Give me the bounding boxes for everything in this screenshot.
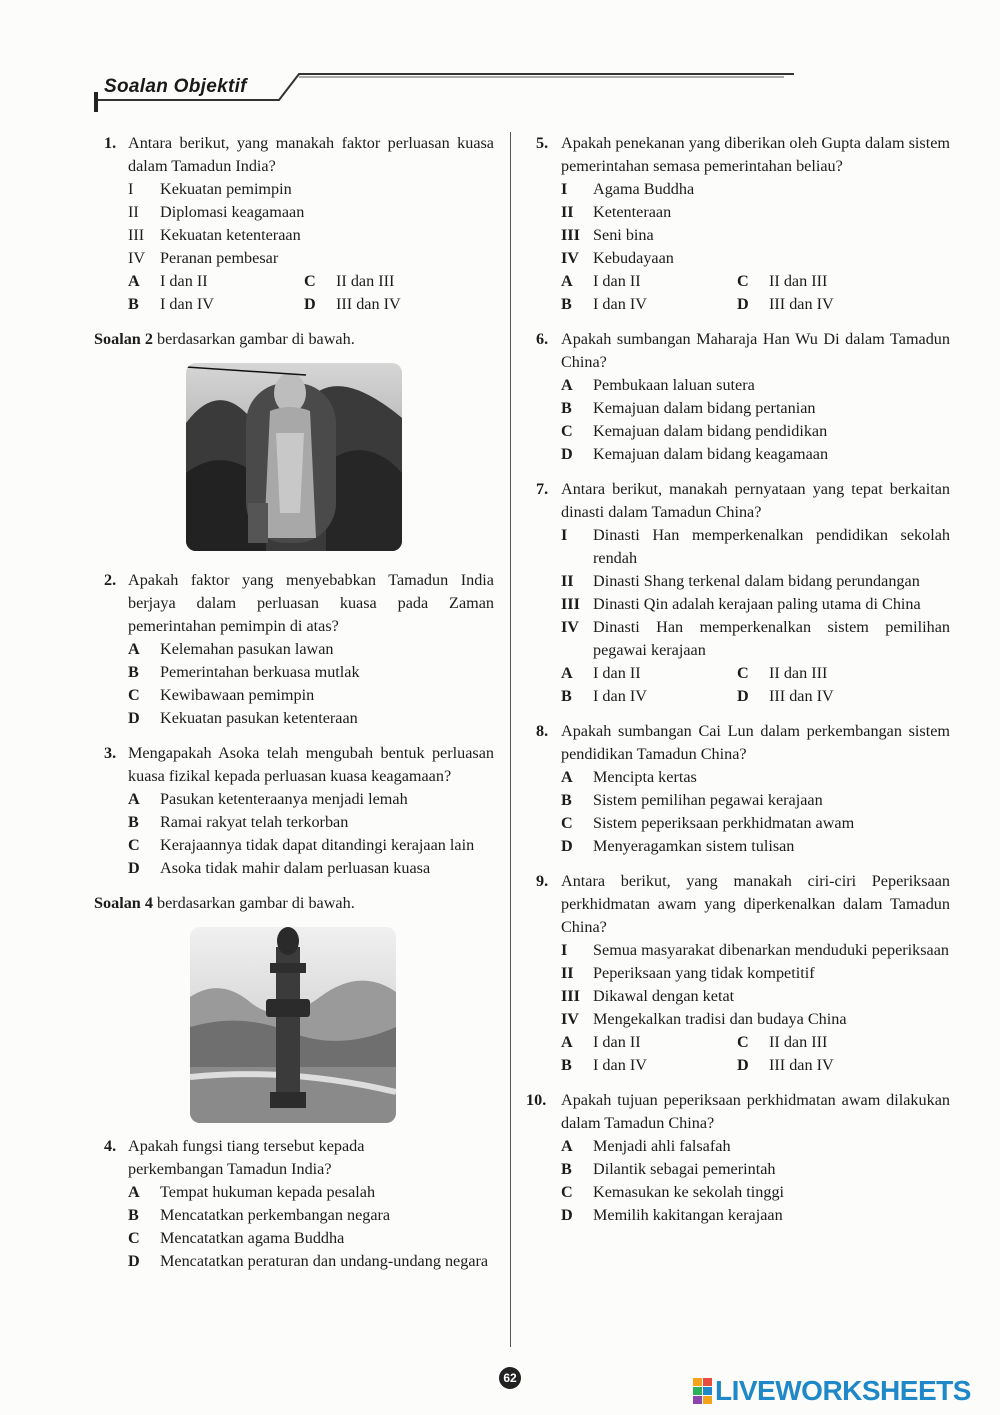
header-bar	[94, 92, 98, 112]
question-number: 7.	[536, 480, 549, 498]
question-number: 1.	[104, 134, 117, 152]
answer-option[interactable]: A Pembukaan laluan sutera	[561, 376, 755, 394]
statement-item: III Seni bina	[561, 226, 654, 244]
question-text: Antara berikut, yang manakah faktor perluasan kuasa dalam Tamadun India?	[128, 134, 494, 175]
statement-item: III Kekuatan ketenteraan	[128, 226, 301, 244]
answer-choice[interactable]: D III dan IV	[737, 687, 834, 705]
question-9	[536, 870, 950, 1077]
question-text: Apakah penekanan yang diberikan oleh Gupta dalam sistem pemerintahan semasa pemerintahan beliau?	[561, 134, 950, 175]
liveworksheets-brand[interactable]	[693, 1376, 971, 1406]
answer-choice[interactable]: B I dan IV	[128, 295, 214, 313]
answer-option[interactable]: A Pasukan ketenteraanya menjadi lemah	[128, 790, 408, 808]
answer-option[interactable]: B Pemerintahan berkuasa mutlak	[128, 663, 360, 681]
column-divider	[510, 132, 511, 1347]
liveworksheets-logo-icon	[693, 1378, 713, 1404]
statement-item: IV Dinasti Han memperkenalkan sistem pemilihan pegawai kerajaan	[561, 618, 950, 659]
answer-choice[interactable]: C II dan III	[737, 664, 828, 682]
question-number: 4.	[104, 1137, 117, 1155]
answer-option[interactable]: B Kemajuan dalam bidang pertanian	[561, 399, 816, 417]
question-text: Apakah fungsi tiang tersebut kepada perkembangan Tamadun India?	[128, 1137, 365, 1178]
answer-option[interactable]: D Memilih kakitangan kerajaan	[561, 1206, 783, 1224]
answer-option[interactable]: D Kemajuan dalam bidang keagamaan	[561, 445, 829, 463]
page-number: 62	[499, 1367, 521, 1389]
question-number: 10.	[526, 1091, 547, 1109]
question-number: 5.	[536, 134, 549, 152]
statement-item: I Semua masyarakat dibenarkan menduduki peperiksaan	[561, 941, 949, 959]
answer-choices	[561, 270, 950, 316]
answer-choices	[561, 1031, 950, 1077]
answer-choice[interactable]: A I dan II	[561, 272, 641, 290]
left-column	[94, 132, 494, 1285]
answer-option[interactable]: C Kewibawaan pemimpin	[128, 686, 315, 704]
answer-option[interactable]: A Kelemahan pasukan lawan	[128, 640, 334, 658]
question-text: Apakah sumbangan Cai Lun dalam perkembangan sistem pendidikan Tamadun China?	[561, 722, 950, 763]
statement-item: III Dikawal dengan ketat	[561, 987, 735, 1005]
answer-option[interactable]: D Kekuatan pasukan ketenteraan	[128, 709, 358, 727]
statement-item: II Peperiksaan yang tidak kompetitif	[561, 964, 815, 982]
answer-option[interactable]: D Asoka tidak mahir dalam perluasan kuasa	[128, 859, 431, 877]
question-8	[536, 720, 950, 858]
question-text: Apakah tujuan peperiksaan perkhidmatan awam dilakukan dalam Tamadun China?	[561, 1091, 950, 1132]
brand-name: LIVEWORKSHEETS	[715, 1375, 971, 1406]
figure-note: Soalan 2 berdasarkan gambar di bawah.	[94, 330, 355, 348]
question-10	[526, 1089, 950, 1227]
statement-item: IV Mengekalkan tradisi dan budaya China	[561, 1010, 847, 1028]
question-number: 8.	[536, 722, 549, 740]
statement-item: I Kekuatan pemimpin	[128, 180, 292, 198]
question-text: Apakah faktor yang menyebabkan Tamadun India berjaya dalam perluasan kuasa pada Zaman pemerintahan pemimpin di atas?	[128, 571, 494, 635]
answer-choice[interactable]: D III dan IV	[737, 1056, 834, 1074]
answer-option[interactable]: C Kemajuan dalam bidang pendidikan	[561, 422, 828, 440]
statement-item: I Agama Buddha	[561, 180, 695, 198]
question-6	[536, 328, 950, 466]
section-title: Soalan Objektif	[104, 76, 247, 97]
answer-option[interactable]: B Sistem pemilihan pegawai kerajaan	[561, 791, 823, 809]
answer-option[interactable]: C Sistem peperiksaan perkhidmatan awam	[561, 814, 855, 832]
answer-choices	[128, 270, 494, 316]
question-number: 2.	[104, 571, 117, 589]
question-number: 6.	[536, 330, 549, 348]
answer-choice[interactable]: D III dan IV	[304, 295, 401, 313]
statement-item: II Ketenteraan	[561, 203, 672, 221]
statement-item: II Diplomasi keagamaan	[128, 203, 305, 221]
answer-option[interactable]: A Mencipta kertas	[561, 768, 697, 786]
question-1	[94, 132, 494, 316]
answer-option[interactable]: D Menyeragamkan sistem tulisan	[561, 837, 795, 855]
answer-option[interactable]: B Ramai rakyat telah terkorban	[128, 813, 349, 831]
answer-option[interactable]: A Tempat hukuman kepada pesalah	[128, 1183, 376, 1201]
right-column	[526, 132, 950, 1239]
statement-item: III Dinasti Qin adalah kerajaan paling utama di China	[561, 595, 921, 613]
figure-note: Soalan 4 berdasarkan gambar di bawah.	[94, 894, 355, 912]
pillar-photo	[190, 927, 396, 1123]
answer-choice[interactable]: A I dan II	[561, 1033, 641, 1051]
answer-choice[interactable]: C II dan III	[304, 272, 395, 290]
answer-choice[interactable]: D III dan IV	[737, 295, 834, 313]
question-3	[94, 742, 494, 880]
answer-option[interactable]: C Mencatatkan agama Buddha	[128, 1229, 345, 1247]
answer-choice[interactable]: A I dan II	[561, 664, 641, 682]
statue-photo	[186, 363, 402, 551]
answer-choice[interactable]: C II dan III	[737, 272, 828, 290]
question-2	[94, 569, 494, 730]
question-number: 9.	[536, 872, 549, 890]
answer-option[interactable]: B Mencatatkan perkembangan negara	[128, 1206, 391, 1224]
answer-choice[interactable]: A I dan II	[128, 272, 208, 290]
statement-item: IV Peranan pembesar	[128, 249, 279, 267]
answer-choices	[561, 662, 950, 708]
answer-choice[interactable]: C II dan III	[737, 1033, 828, 1051]
answer-option[interactable]: C Kerajaannya tidak dapat ditandingi kerajaan lain	[128, 836, 475, 854]
statement-item: II Dinasti Shang terkenal dalam bidang perundangan	[561, 572, 920, 590]
question-text: Antara berikut, manakah pernyataan yang tepat berkaitan dinasti dalam Tamadun China?	[561, 480, 950, 521]
answer-choice[interactable]: B I dan IV	[561, 687, 647, 705]
statement-item: I Dinasti Han memperkenalkan pendidikan sekolah rendah	[561, 526, 950, 567]
question-number: 3.	[104, 744, 117, 762]
question-text: Antara berikut, yang manakah ciri-ciri Peperiksaan perkhidmatan awam yang diperkenalkan dalam Tamadun China?	[561, 872, 950, 936]
answer-option[interactable]: A Menjadi ahli falsafah	[561, 1137, 731, 1155]
answer-option[interactable]: C Kemasukan ke sekolah tinggi	[561, 1183, 785, 1201]
question-text: Apakah sumbangan Maharaja Han Wu Di dalam Tamadun China?	[561, 330, 950, 371]
answer-choice[interactable]: B I dan IV	[561, 295, 647, 313]
question-5	[536, 132, 950, 316]
answer-choice[interactable]: B I dan IV	[561, 1056, 647, 1074]
answer-option[interactable]: B Dilantik sebagai pemerintah	[561, 1160, 776, 1178]
question-text: Mengapakah Asoka telah mengubah bentuk perluasan kuasa fizikal kepada perluasan kuasa keagamaan?	[128, 744, 494, 785]
statement-item: IV Kebudayaan	[561, 249, 674, 267]
question-7	[536, 478, 950, 708]
answer-option[interactable]: D Mencatatkan peraturan dan undang-undang negara	[128, 1252, 489, 1270]
question-4	[94, 1135, 494, 1273]
section-header	[94, 70, 794, 110]
